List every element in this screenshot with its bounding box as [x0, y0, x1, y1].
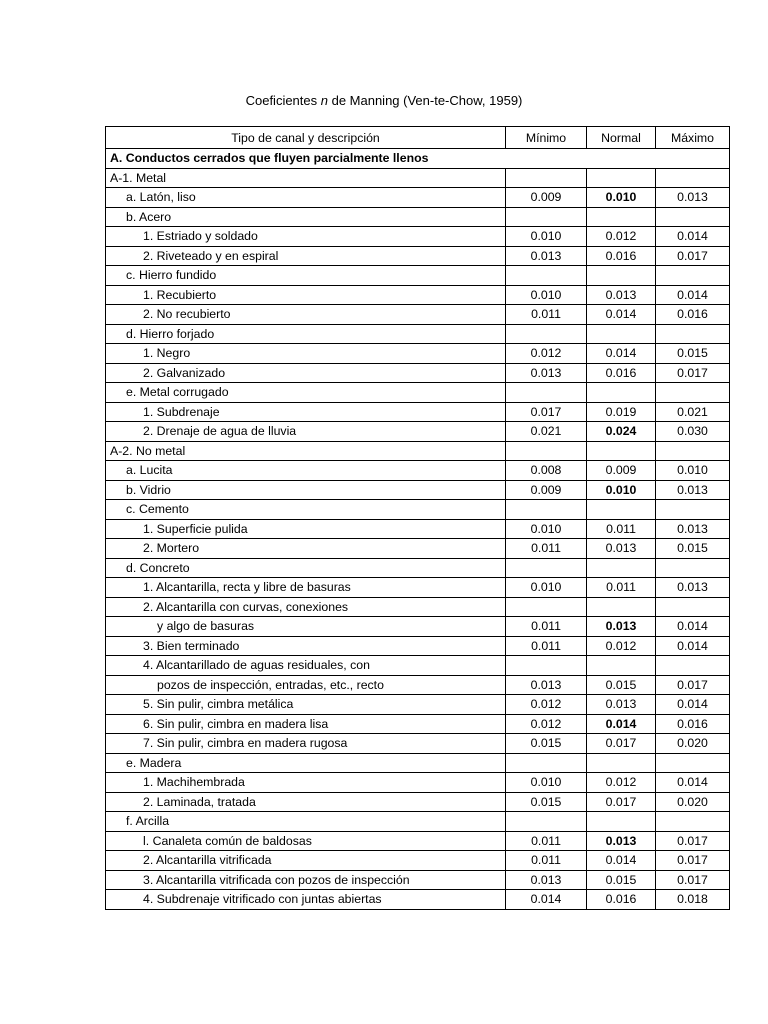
cell-maximum	[656, 266, 730, 286]
table-row	[106, 519, 730, 539]
cell-normal: 0.014	[587, 344, 656, 364]
cell-normal	[587, 753, 656, 773]
cell-minimum: 0.008	[506, 461, 587, 481]
table-row	[106, 227, 730, 247]
group-row	[106, 753, 730, 773]
group-row	[106, 597, 730, 617]
cell-normal: 0.010	[587, 188, 656, 208]
cell-minimum	[506, 500, 587, 520]
row-description: 5. Sin pulir, cimbra metálica	[106, 695, 506, 715]
cell-minimum	[506, 558, 587, 578]
cell-maximum	[656, 812, 730, 832]
manning-coefficients-table	[105, 126, 730, 910]
row-description: b. Vidrio	[106, 480, 506, 500]
group-row	[106, 266, 730, 286]
cell-maximum	[656, 324, 730, 344]
group-row	[106, 383, 730, 403]
group-label: d. Hierro forjado	[106, 324, 506, 344]
table-header-row	[106, 127, 730, 149]
cell-maximum: 0.016	[656, 714, 730, 734]
cell-normal: 0.010	[587, 480, 656, 500]
cell-minimum: 0.015	[506, 734, 587, 754]
cell-minimum: 0.011	[506, 305, 587, 325]
group-label: d. Concreto	[106, 558, 506, 578]
cell-maximum: 0.017	[656, 675, 730, 695]
cell-minimum: 0.009	[506, 188, 587, 208]
table-row	[106, 734, 730, 754]
cell-minimum	[506, 324, 587, 344]
cell-minimum: 0.021	[506, 422, 587, 442]
cell-normal: 0.016	[587, 890, 656, 910]
cell-minimum: 0.011	[506, 636, 587, 656]
cell-maximum: 0.016	[656, 305, 730, 325]
cell-minimum: 0.010	[506, 519, 587, 539]
group-label: c. Hierro fundido	[106, 266, 506, 286]
table-row	[106, 363, 730, 383]
cell-normal	[587, 500, 656, 520]
cell-minimum: 0.011	[506, 617, 587, 637]
cell-minimum: 0.010	[506, 227, 587, 247]
cell-normal: 0.011	[587, 578, 656, 598]
section-label: A. Conductos cerrados que fluyen parcialmente llenos	[106, 149, 730, 169]
cell-minimum: 0.013	[506, 363, 587, 383]
header-description: Tipo de canal y descripción	[106, 127, 506, 149]
cell-normal: 0.015	[587, 675, 656, 695]
table-row	[106, 695, 730, 715]
table-row	[106, 851, 730, 871]
cell-normal: 0.013	[587, 539, 656, 559]
cell-maximum: 0.030	[656, 422, 730, 442]
cell-maximum	[656, 753, 730, 773]
cell-maximum	[656, 500, 730, 520]
cell-maximum: 0.020	[656, 734, 730, 754]
cell-maximum: 0.017	[656, 851, 730, 871]
row-description: l. Canaleta común de baldosas	[106, 831, 506, 851]
table-row	[106, 890, 730, 910]
row-description: 1. Estriado y soldado	[106, 227, 506, 247]
table-row	[106, 305, 730, 325]
title-suffix: de Manning (Ven-te-Chow, 1959)	[327, 93, 523, 108]
cell-maximum: 0.010	[656, 461, 730, 481]
cell-minimum	[506, 168, 587, 188]
group-row	[106, 207, 730, 227]
cell-maximum: 0.017	[656, 870, 730, 890]
cell-maximum	[656, 441, 730, 461]
group-label: e. Madera	[106, 753, 506, 773]
cell-maximum: 0.013	[656, 480, 730, 500]
cell-normal: 0.013	[587, 695, 656, 715]
cell-maximum	[656, 207, 730, 227]
header-maximum: Máximo	[656, 127, 730, 149]
cell-maximum: 0.014	[656, 227, 730, 247]
table-row	[106, 461, 730, 481]
group-row	[106, 656, 730, 676]
cell-normal: 0.013	[587, 617, 656, 637]
cell-normal: 0.012	[587, 636, 656, 656]
cell-maximum: 0.014	[656, 773, 730, 793]
cell-normal: 0.019	[587, 402, 656, 422]
cell-normal	[587, 597, 656, 617]
group-label: b. Acero	[106, 207, 506, 227]
cell-minimum: 0.013	[506, 675, 587, 695]
cell-normal: 0.009	[587, 461, 656, 481]
row-description: 1. Subdrenaje	[106, 402, 506, 422]
header-minimum: Mínimo	[506, 127, 587, 149]
cell-normal: 0.013	[587, 285, 656, 305]
row-description: 3. Alcantarilla vitrificada con pozos de inspección	[106, 870, 506, 890]
cell-minimum: 0.012	[506, 695, 587, 715]
group-label: e. Metal corrugado	[106, 383, 506, 403]
table-row	[106, 285, 730, 305]
cell-normal: 0.014	[587, 714, 656, 734]
group-row	[106, 558, 730, 578]
table-row	[106, 870, 730, 890]
cell-maximum: 0.020	[656, 792, 730, 812]
cell-minimum	[506, 266, 587, 286]
table-row	[106, 539, 730, 559]
cell-normal	[587, 383, 656, 403]
cell-minimum	[506, 441, 587, 461]
group-label: 2. Alcantarilla con curvas, conexiones	[106, 597, 506, 617]
cell-maximum: 0.014	[656, 617, 730, 637]
cell-normal	[587, 656, 656, 676]
header-normal: Normal	[587, 127, 656, 149]
cell-normal: 0.016	[587, 363, 656, 383]
cell-minimum: 0.017	[506, 402, 587, 422]
cell-minimum: 0.009	[506, 480, 587, 500]
table-row	[106, 617, 730, 637]
row-description: 4. Subdrenaje vitrificado con juntas abiertas	[106, 890, 506, 910]
cell-normal: 0.024	[587, 422, 656, 442]
title-italic-n: n	[320, 93, 328, 108]
table-row	[106, 773, 730, 793]
table-row	[106, 578, 730, 598]
table-body	[106, 149, 730, 910]
cell-normal: 0.012	[587, 227, 656, 247]
row-description: 2. Alcantarilla vitrificada	[106, 851, 506, 871]
cell-maximum	[656, 383, 730, 403]
cell-minimum: 0.012	[506, 714, 587, 734]
cell-minimum	[506, 753, 587, 773]
row-description: a. Latón, liso	[106, 188, 506, 208]
row-description: a. Lucita	[106, 461, 506, 481]
cell-maximum: 0.014	[656, 695, 730, 715]
row-description: 3. Bien terminado	[106, 636, 506, 656]
cell-normal: 0.014	[587, 305, 656, 325]
cell-minimum	[506, 656, 587, 676]
cell-normal: 0.016	[587, 246, 656, 266]
cell-maximum: 0.017	[656, 246, 730, 266]
cell-normal: 0.017	[587, 792, 656, 812]
cell-maximum: 0.017	[656, 831, 730, 851]
table-row	[106, 831, 730, 851]
cell-maximum	[656, 558, 730, 578]
cell-normal	[587, 441, 656, 461]
row-description: y algo de basuras	[106, 617, 506, 637]
table-row	[106, 188, 730, 208]
cell-normal	[587, 812, 656, 832]
cell-maximum: 0.013	[656, 188, 730, 208]
table-row	[106, 246, 730, 266]
cell-maximum: 0.018	[656, 890, 730, 910]
cell-minimum: 0.011	[506, 831, 587, 851]
cell-minimum: 0.011	[506, 539, 587, 559]
cell-normal	[587, 168, 656, 188]
cell-normal: 0.013	[587, 831, 656, 851]
table-row	[106, 714, 730, 734]
cell-maximum	[656, 168, 730, 188]
cell-minimum: 0.010	[506, 578, 587, 598]
table-row	[106, 422, 730, 442]
cell-maximum: 0.015	[656, 539, 730, 559]
row-description: 1. Negro	[106, 344, 506, 364]
cell-maximum	[656, 656, 730, 676]
cell-minimum: 0.013	[506, 870, 587, 890]
row-description: pozos de inspección, entradas, etc., recto	[106, 675, 506, 695]
cell-maximum: 0.021	[656, 402, 730, 422]
cell-normal	[587, 266, 656, 286]
group-row	[106, 812, 730, 832]
cell-normal	[587, 558, 656, 578]
group-label: c. Cemento	[106, 500, 506, 520]
cell-minimum: 0.015	[506, 792, 587, 812]
table-row	[106, 675, 730, 695]
cell-normal: 0.015	[587, 870, 656, 890]
cell-maximum: 0.017	[656, 363, 730, 383]
row-description: 2. Galvanizado	[106, 363, 506, 383]
group-label: A-2. No metal	[106, 441, 506, 461]
section-row	[106, 149, 730, 169]
table-row	[106, 636, 730, 656]
cell-minimum: 0.013	[506, 246, 587, 266]
cell-minimum	[506, 383, 587, 403]
table-row	[106, 480, 730, 500]
cell-normal: 0.014	[587, 851, 656, 871]
row-description: 7. Sin pulir, cimbra en madera rugosa	[106, 734, 506, 754]
cell-maximum: 0.014	[656, 636, 730, 656]
cell-normal: 0.011	[587, 519, 656, 539]
cell-minimum: 0.011	[506, 851, 587, 871]
group-label: A-1. Metal	[106, 168, 506, 188]
table-row	[106, 344, 730, 364]
group-label: 4. Alcantarillado de aguas residuales, con	[106, 656, 506, 676]
table-row	[106, 792, 730, 812]
row-description: 2. No recubierto	[106, 305, 506, 325]
cell-normal: 0.012	[587, 773, 656, 793]
cell-maximum	[656, 597, 730, 617]
cell-minimum: 0.014	[506, 890, 587, 910]
cell-minimum: 0.012	[506, 344, 587, 364]
cell-maximum: 0.013	[656, 578, 730, 598]
cell-minimum	[506, 207, 587, 227]
group-row	[106, 168, 730, 188]
group-row	[106, 441, 730, 461]
group-row	[106, 324, 730, 344]
row-description: 1. Superficie pulida	[106, 519, 506, 539]
cell-minimum	[506, 812, 587, 832]
row-description: 2. Riveteado y en espiral	[106, 246, 506, 266]
cell-minimum	[506, 597, 587, 617]
title-prefix: Coeficientes	[245, 93, 321, 108]
cell-maximum: 0.014	[656, 285, 730, 305]
group-label: f. Arcilla	[106, 812, 506, 832]
cell-minimum: 0.010	[506, 773, 587, 793]
cell-maximum: 0.015	[656, 344, 730, 364]
row-description: 2. Laminada, tratada	[106, 792, 506, 812]
row-description: 1. Recubierto	[106, 285, 506, 305]
row-description: 1. Machihembrada	[106, 773, 506, 793]
row-description: 2. Drenaje de agua de lluvia	[106, 422, 506, 442]
cell-normal	[587, 324, 656, 344]
cell-minimum: 0.010	[506, 285, 587, 305]
cell-normal	[587, 207, 656, 227]
row-description: 2. Mortero	[106, 539, 506, 559]
group-row	[106, 500, 730, 520]
page-title	[0, 92, 768, 110]
row-description: 1. Alcantarilla, recta y libre de basuras	[106, 578, 506, 598]
cell-maximum: 0.013	[656, 519, 730, 539]
table-row	[106, 402, 730, 422]
row-description: 6. Sin pulir, cimbra en madera lisa	[106, 714, 506, 734]
cell-normal: 0.017	[587, 734, 656, 754]
